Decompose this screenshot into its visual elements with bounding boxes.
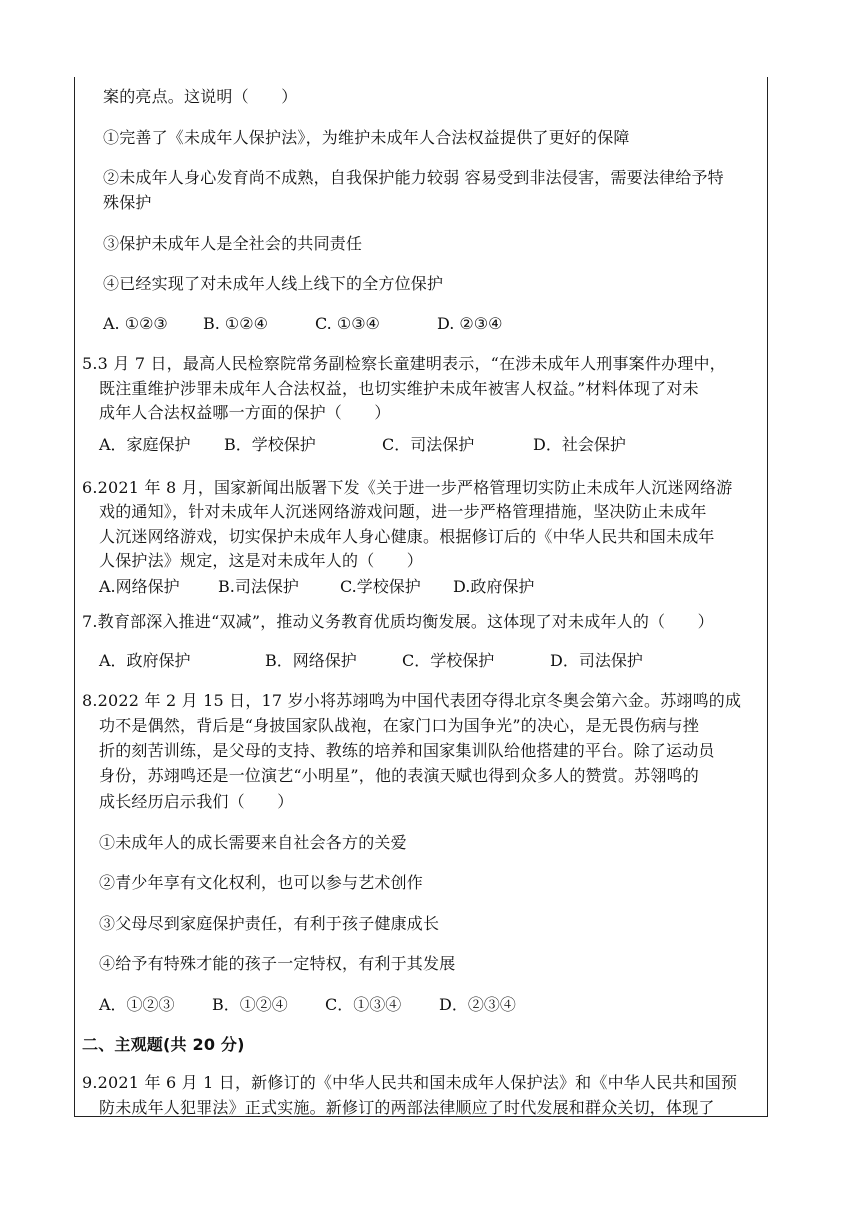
q8-item-2: ②青少年享有文化权利，也可以参与艺术创作 <box>99 873 424 892</box>
q8-stem-line-5: 成长经历启示我们（ ） <box>99 792 294 811</box>
q9-stem-line-1: 9.2021 年 6 月 1 日，新修订的《中华人民共和国未成年人保护法》和《中华人民共和国预 <box>82 1073 738 1092</box>
q5-option-c[interactable]: C．司法保护 <box>382 435 475 454</box>
q7-option-b[interactable]: B．网络保护 <box>265 651 357 670</box>
q4-option-b[interactable]: B. ①②④ <box>203 314 268 333</box>
q6-stem-line-1: 6.2021 年 8 月，国家新闻出版署下发《关于进一步严格管理切实防止未成年人沉迷网络游 <box>82 478 733 497</box>
q8-item-3: ③父母尽到家庭保护责任，有利于孩子健康成长 <box>99 914 440 933</box>
q6-option-c[interactable]: C.学校保护 <box>340 577 421 596</box>
q4-item-2-cont: 殊保护 <box>103 193 152 212</box>
q8-stem-line-3: 折的刻苦训练，是父母的支持、教练的培养和国家集训队给他搭建的平台。除了运动员 <box>99 741 715 760</box>
q4-item-4: ④已经实现了对未成年人线上线下的全方位保护 <box>103 274 444 293</box>
q6-option-b[interactable]: B.司法保护 <box>218 577 299 596</box>
q7-option-a[interactable]: A．政府保护 <box>99 651 191 670</box>
section-2-heading: 二、主观题(共 20 分) <box>82 1035 245 1054</box>
q6-stem-line-2: 戏的通知》，针对未成年人沉迷网络游戏问题，进一步严格管理措施，坚决防止未成年 <box>99 502 707 521</box>
q4-item-2: ②未成年人身心发育尚不成熟，自我保护能力较弱 容易受到非法侵害，需要法律给予特 <box>103 168 724 187</box>
q6-stem-line-3: 人沉迷网络游戏，切实保护未成年人身心健康。根据修订后的《中华人民共和国未成年 <box>99 527 715 546</box>
q8-stem-line-4: 身份，苏翊鸣还是一位演艺“小明星”，他的表演天赋也得到众多人的赞赏。苏翎鸣的 <box>99 766 699 785</box>
q7-stem-line-1: 7.教育部深入推进“双减”，推动义务教育优质均衡发展。这体现了对未成年人的（ ） <box>82 612 714 631</box>
q5-stem-line-3: 成年人合法权益哪一方面的保护（ ） <box>99 403 391 422</box>
q5-option-b[interactable]: B．学校保护 <box>224 435 316 454</box>
q8-stem-line-1: 8.2022 年 2 月 15 日，17 岁小将苏翊鸣为中国代表团夺得北京冬奥会第六金。苏翊鸣的成 <box>82 691 742 710</box>
q5-stem-line-1: 5.3 月 7 日，最高人民检察院常务副检察长童建明表示，“在涉未成年人刑事案件办理中， <box>82 354 726 373</box>
q8-stem-line-2: 功不是偶然，背后是“身披国家队战袍，在家门口为国争光”的决心，是无畏伤病与挫 <box>99 716 699 735</box>
q4-option-a[interactable]: A. ①②③ <box>103 314 168 333</box>
q5-option-a[interactable]: A．家庭保护 <box>99 435 191 454</box>
q8-item-4: ④给予有特殊才能的孩子一定特权，有利于其发展 <box>99 954 456 973</box>
q8-option-c[interactable]: C．①③④ <box>325 995 402 1014</box>
q4-item-1: ①完善了《未成年人保护法》，为维护未成年人合法权益提供了更好的保障 <box>103 128 630 147</box>
q8-option-d[interactable]: D．②③④ <box>439 995 516 1014</box>
q4-item-3: ③保护未成年人是全社会的共同责任 <box>103 234 363 253</box>
q6-stem-line-4: 人保护法》规定，这是对未成年人的（ ） <box>99 551 424 570</box>
q4-option-c[interactable]: C. ①③④ <box>315 314 380 333</box>
q4-stem-tail: 案的亮点。这说明（ ） <box>103 87 298 106</box>
q6-option-d[interactable]: D.政府保护 <box>453 577 535 596</box>
q6-option-a[interactable]: A.网络保护 <box>99 577 180 596</box>
q4-option-d[interactable]: D. ②③④ <box>437 314 503 333</box>
q8-item-1: ①未成年人的成长需要来自社会各方的关爱 <box>99 833 407 852</box>
q8-option-b[interactable]: B．①②④ <box>212 995 288 1014</box>
q5-option-d[interactable]: D．社会保护 <box>533 435 626 454</box>
q7-option-c[interactable]: C．学校保护 <box>402 651 495 670</box>
q8-option-a[interactable]: A．①②③ <box>99 995 175 1014</box>
q5-stem-line-2: 既注重维护涉罪未成年人合法权益，也切实维护未成年被害人权益。”材料体现了对未 <box>99 379 699 398</box>
q9-stem-line-2: 防未成年人犯罪法》正式实施。新修订的两部法律顺应了时代发展和群众关切，体现了 <box>99 1098 715 1117</box>
q7-option-d[interactable]: D．司法保护 <box>550 651 643 670</box>
